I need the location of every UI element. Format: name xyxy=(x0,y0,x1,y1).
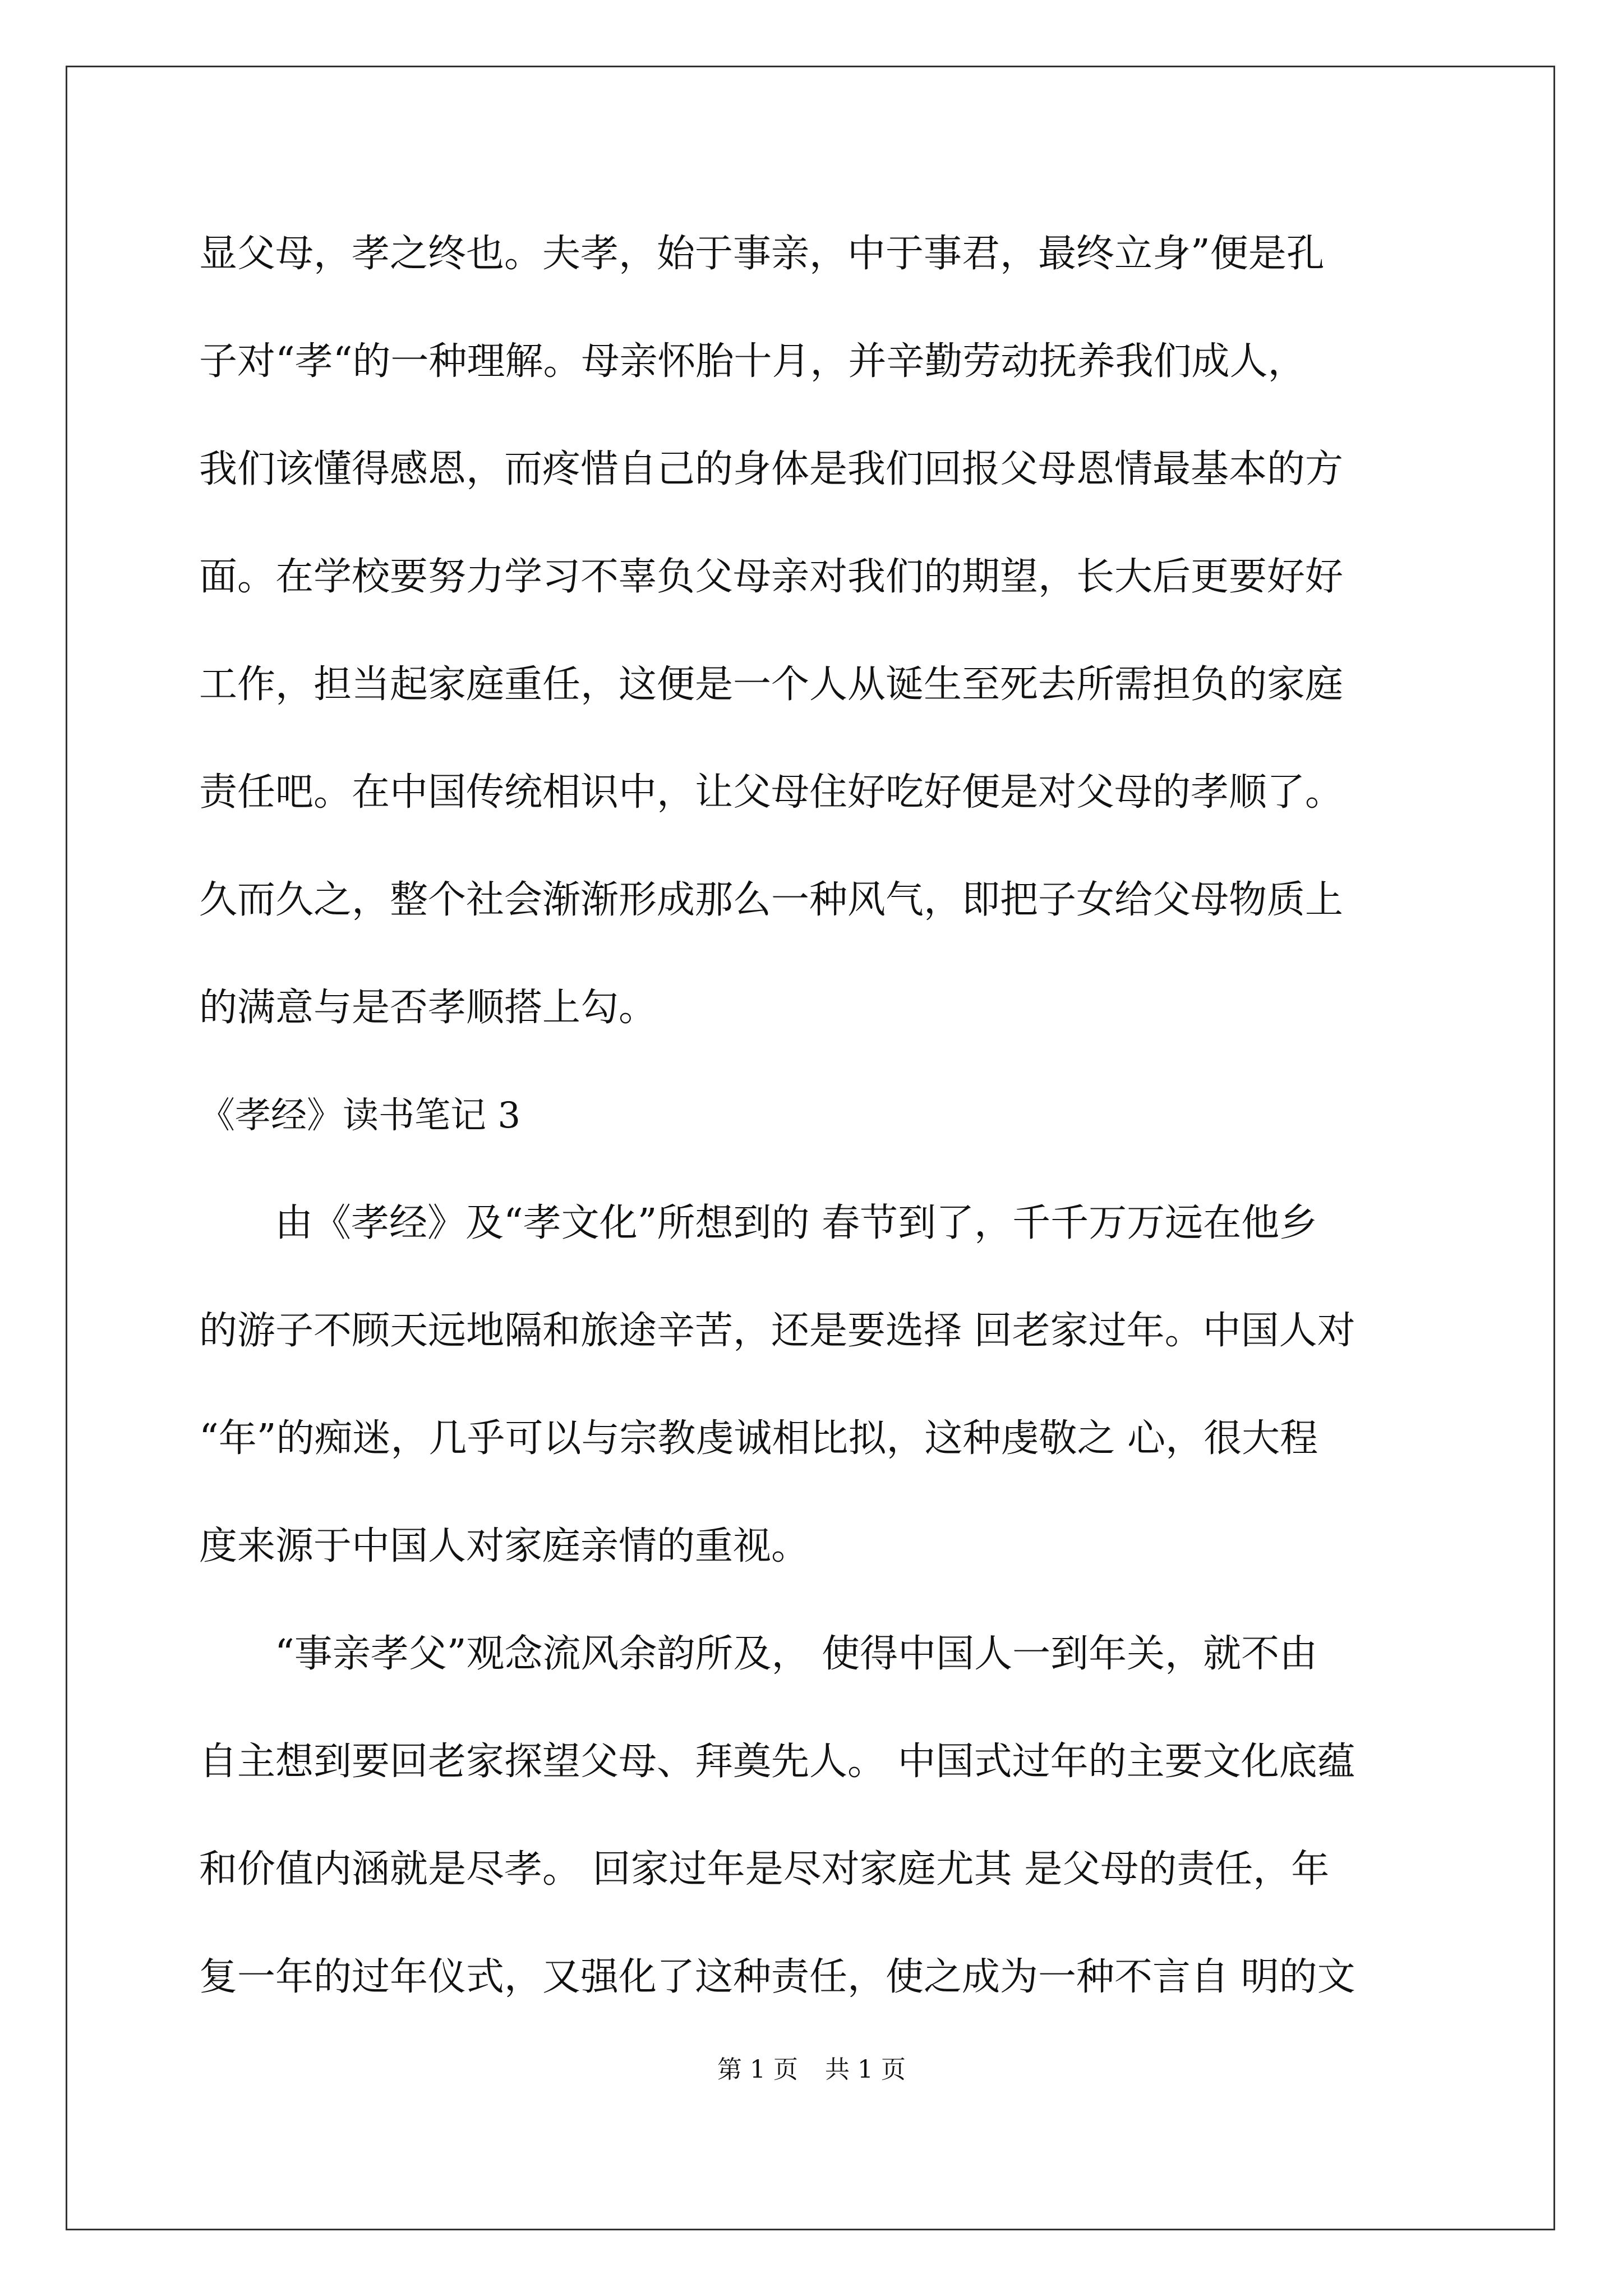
body-line: 复一年的过年仪式，又强化了这种责任，使之成为一种不言自 明的文 xyxy=(199,1955,1355,1999)
body-line: 工作，担当起家庭重任，这便是一个人从诞生至死去所需担负的家庭 xyxy=(199,662,1344,707)
body-line: 责任吧。在中国传统相识中，让父母住好吃好便是对父母的孝顺了。 xyxy=(199,770,1344,815)
page-number: 第 1 页 xyxy=(717,2055,798,2084)
body-line: 面。在学校要努力学习不辜负父母亲对我们的期望，长大后更要好好 xyxy=(199,555,1344,599)
body-line: “事亲孝父”观念流风余韵所及， 使得中国人一到年关，就不由 xyxy=(275,1632,1318,1676)
page-total: 共 1 页 xyxy=(825,2055,906,2084)
body-line: 久而久之，整个社会渐渐形成那么一种风气，即把子女给父母物质上 xyxy=(199,878,1344,922)
body-line: 的游子不顾天远地隔和旅途辛苦，还是要选择 回老家过年。中国人对 xyxy=(199,1309,1355,1353)
body-line: 的满意与是否孝顺搭上勾。 xyxy=(199,986,657,1030)
body-line: 由《孝经》及“孝文化”所想到的 春节到了，千千万万远在他乡 xyxy=(275,1201,1318,1245)
body-line: 子对“孝“的一种理解。母亲怀胎十月，并辛勤劳动抚养我们成人， xyxy=(199,339,1306,384)
document-body xyxy=(199,200,1427,2031)
body-line: 度来源于中国人对家庭亲情的重视。 xyxy=(199,1524,810,1568)
page-footer xyxy=(0,2053,1623,2087)
body-line: 和价值内涵就是尽孝。 回家过年是尽对家庭尤其 是父母的责任，年 xyxy=(199,1847,1330,1892)
body-line: 显父母，孝之终也。夫孝，始于事亲，中于事君，最终立身”便是孔 xyxy=(199,232,1325,276)
section-heading: 《孝经》读书笔记 3 xyxy=(199,1095,521,1137)
body-line: 自主想到要回老家探望父母、拜奠先人。 中国式过年的主要文化底蕴 xyxy=(199,1740,1355,1784)
body-line: “年”的痴迷，几乎可以与宗教虔诚相比拟，这种虔敬之 心，很大程 xyxy=(199,1416,1318,1461)
body-line: 我们该懂得感恩，而疼惜自己的身体是我们回报父母恩情最基本的方 xyxy=(199,447,1344,491)
